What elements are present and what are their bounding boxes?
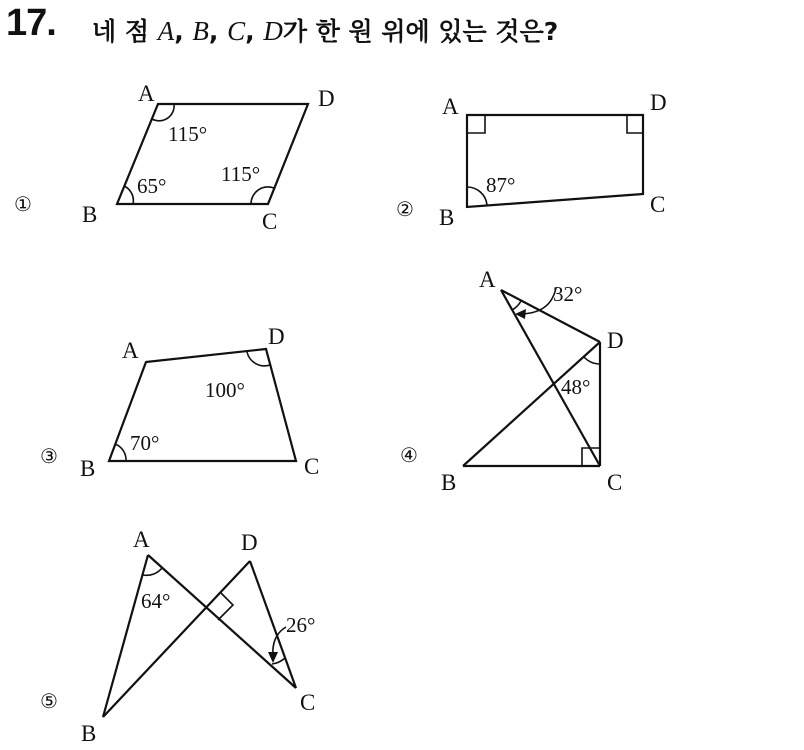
- option-2-marker: ②: [396, 199, 414, 221]
- option-5-segment-ac: [148, 555, 296, 688]
- option-5-vertex-a: A: [133, 527, 150, 552]
- option-5-right-angle-mark: [218, 593, 233, 620]
- option-4-vertex-d: D: [607, 328, 624, 353]
- option-1-vertex-c: C: [262, 209, 278, 234]
- question-text: 네 점 A, B, C, D가 한 원 위에 있는 것은?: [92, 16, 559, 46]
- option-4-vertex-b: B: [441, 470, 457, 495]
- option-4-angle-a-pointer: [522, 288, 556, 314]
- option-4-angle-a-arc: [512, 301, 521, 310]
- question-text-prefix: 네 점: [92, 17, 158, 46]
- option-3-vertex-d: D: [268, 324, 285, 349]
- option-1-vertex-d: D: [318, 86, 335, 111]
- option-2-right-angle-d: [627, 115, 643, 133]
- option-4-segment-bd: [463, 342, 600, 466]
- option-5-vertex-d: D: [241, 530, 258, 555]
- option-1-vertex-b: B: [82, 202, 98, 227]
- option-2-angle-b-arc: [467, 187, 487, 205]
- point-a-label: A: [157, 16, 175, 46]
- option-5-angle-c-arrowhead: [268, 652, 278, 663]
- option-5-figure[interactable]: [40, 527, 315, 746]
- option-1-marker: ①: [14, 194, 32, 216]
- option-2-vertex-c: C: [650, 192, 666, 217]
- option-1-vertex-a: A: [138, 81, 155, 106]
- option-2-vertex-b: B: [439, 205, 455, 230]
- option-3-marker: ③: [40, 446, 58, 468]
- question-text-suffix: 가 한 원 위에 있는 것은?: [282, 17, 559, 46]
- option-5-vertex-c: C: [300, 690, 316, 715]
- option-5-angle-a: 64°: [141, 589, 171, 613]
- option-4-marker: ④: [400, 445, 418, 467]
- option-1-angle-b: 65°: [137, 174, 167, 198]
- option-1-angle-b-arc: [124, 186, 133, 204]
- option-1-angle-a: 115°: [168, 122, 208, 146]
- option-3-figure[interactable]: [40, 324, 319, 481]
- question-number: 17.: [6, 2, 56, 44]
- option-4-figure[interactable]: [400, 267, 624, 495]
- option-2-vertex-d: D: [650, 90, 667, 115]
- option-1-angle-c: 115°: [221, 162, 261, 186]
- option-5-marker: ⑤: [40, 691, 58, 713]
- option-5-angle-c: 26°: [286, 613, 316, 637]
- option-2-right-angle-a: [467, 115, 485, 133]
- option-3-vertex-c: C: [304, 454, 320, 479]
- option-2-figure[interactable]: [396, 90, 667, 230]
- option-4-angle-d-arc: [584, 357, 600, 364]
- option-1-figure[interactable]: [14, 81, 335, 234]
- option-3-angle-d: 100°: [205, 378, 245, 402]
- option-2-angle-b: 87°: [486, 173, 516, 197]
- option-2-vertex-a: A: [442, 94, 459, 119]
- option-3-vertex-b: B: [80, 456, 96, 481]
- option-4-vertex-a: A: [479, 267, 496, 292]
- option-5-vertex-b: B: [81, 721, 97, 746]
- option-4-angle-d: 48°: [561, 375, 591, 399]
- option-3-angle-b-arc: [115, 444, 126, 461]
- option-3-angle-b: 70°: [130, 431, 160, 455]
- point-b-label: B: [192, 16, 209, 46]
- point-c-label: C: [227, 16, 246, 46]
- option-5-angle-a-arc: [143, 568, 162, 575]
- option-4-vertex-c: C: [607, 470, 623, 495]
- option-4-angle-a: 32°: [553, 282, 583, 306]
- option-3-vertex-a: A: [122, 338, 139, 363]
- point-d-label: D: [263, 16, 283, 46]
